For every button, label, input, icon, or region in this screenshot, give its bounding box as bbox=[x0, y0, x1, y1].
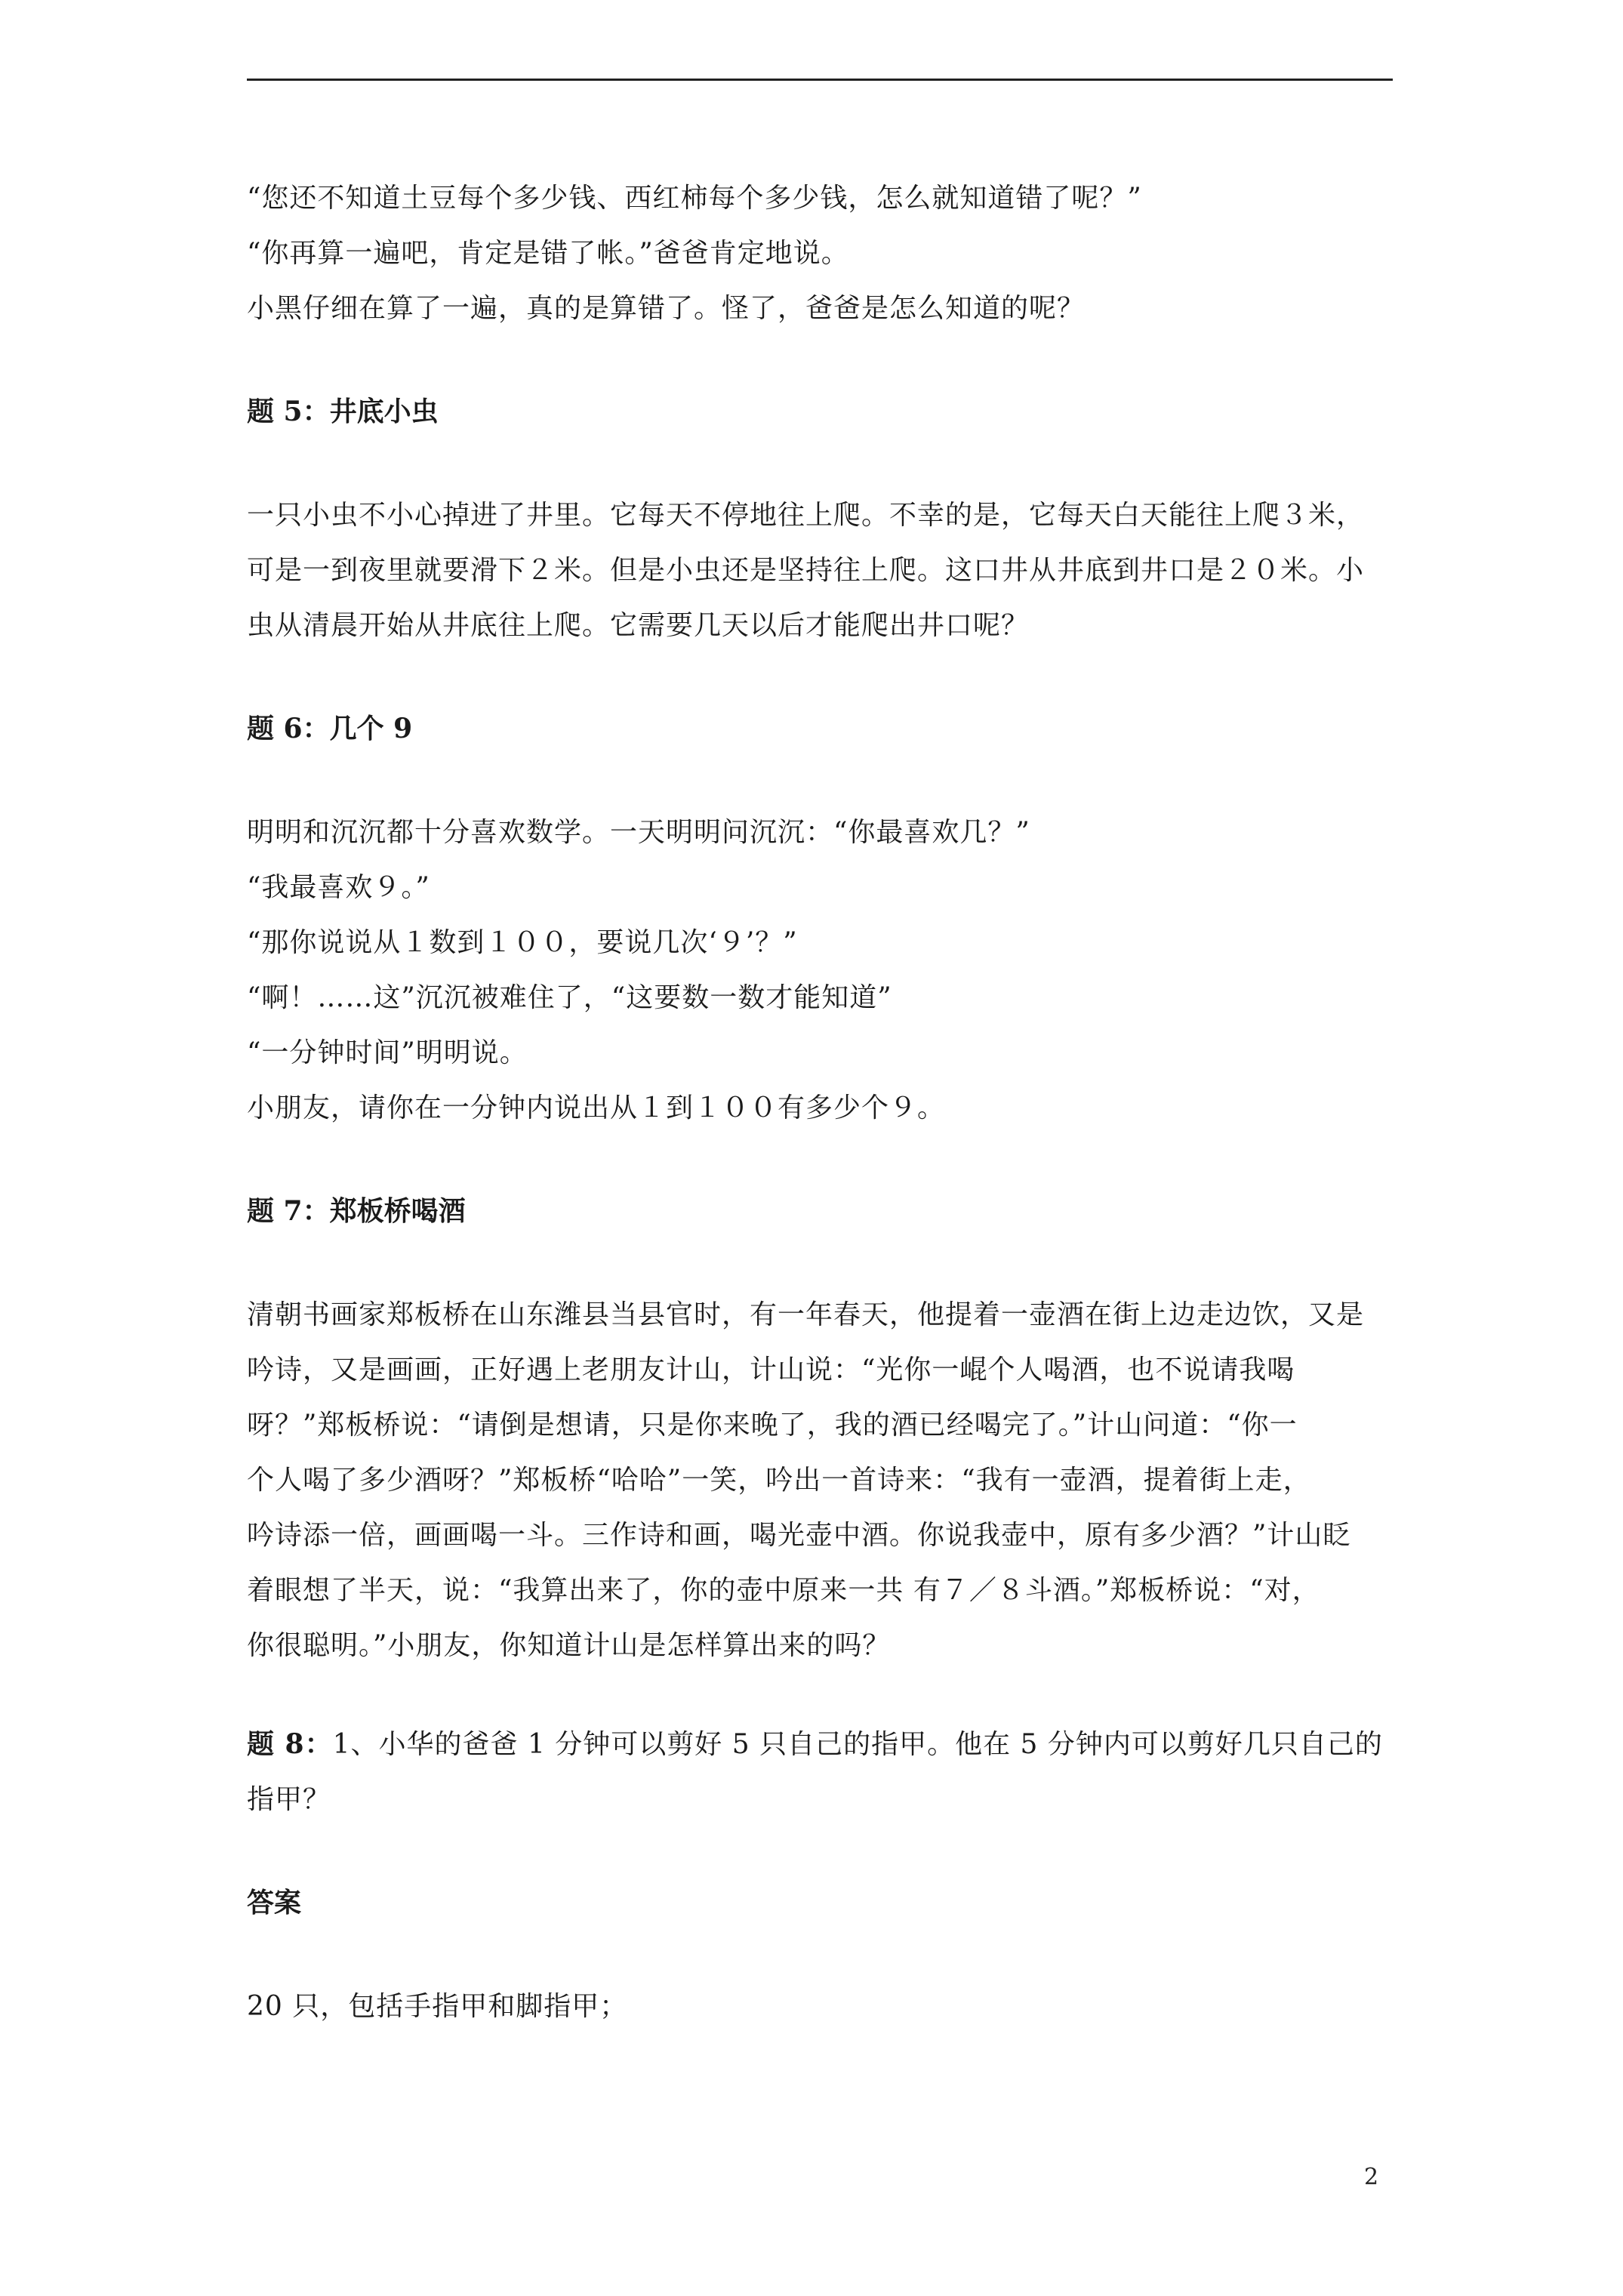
question-8-line: 1、小华的爸爸 1 分钟可以剪好 5 只自己的指甲。他在 5 分钟内可以剪好几只自己的 bbox=[332, 1729, 1383, 1760]
answer-text: 20 只，包括手指甲和脚指甲； bbox=[247, 1991, 628, 2022]
header-rule bbox=[247, 79, 1393, 81]
question-6-text: “一分钟时间”明明说。 bbox=[247, 1037, 528, 1068]
question-8-text bbox=[247, 1717, 1394, 1772]
intro-line: 小黑仔细在算了一遍，真的是算错了。怪了，爸爸是怎么知道的呢？ bbox=[247, 293, 1086, 324]
question-7-text: 清朝书画家郑板桥在山东潍县当县官时，有一年春天，他提着一壶酒在街上边走边饮，又是 bbox=[247, 1299, 1365, 1330]
question-7-text: 呀？”郑板桥说：“请倒是想请，只是你来晚了，我的酒已经喝完了。”计山问道：“你一 bbox=[247, 1410, 1298, 1441]
page-number: 2 bbox=[1364, 2164, 1379, 2190]
question-6-text: 明明和沉沉都十分喜欢数学。一天明明问沉沉：“你最喜欢几？” bbox=[247, 817, 1030, 848]
question-7-text: 个人喝了多少酒呀？”郑板桥“哈哈”一笑，吟出一首诗来：“我有一壶酒，提着街上走， bbox=[247, 1465, 1311, 1496]
question-5-title: 题 5：井底小虫 bbox=[247, 396, 439, 427]
question-5-text: 一只小虫不小心掉进了井里。它每天不停地往上爬。不幸的是，它每天白天能往上爬３米， bbox=[247, 500, 1365, 531]
answer-title: 答案 bbox=[247, 1887, 302, 1918]
question-7-text: 吟诗添一倍，画画喝一斗。三作诗和画，喝光壶中酒。你说我壶中，原有多少酒？”计山眨 bbox=[247, 1520, 1351, 1551]
question-8-text: 指甲？ bbox=[247, 1784, 331, 1815]
question-6-text: “我最喜欢９。” bbox=[247, 872, 430, 903]
question-6-text: 小朋友，请你在一分钟内说出从１到１００有多少个９。 bbox=[247, 1093, 946, 1123]
question-6-title: 题 6：几个 9 bbox=[247, 713, 413, 744]
question-6-text: “啊！……这”沉沉被难住了，“这要数一数才能知道” bbox=[247, 982, 892, 1013]
question-8-label: 题 8： bbox=[247, 1728, 333, 1760]
question-7-title: 题 7：郑板桥喝酒 bbox=[247, 1195, 466, 1227]
question-7-text: 吟诗，又是画画，正好遇上老朋友计山，计山说：“光你一崐个人喝酒，也不说请我喝 bbox=[247, 1354, 1295, 1385]
intro-line: “你再算一遍吧，肯定是错了帐。”爸爸肯定地说。 bbox=[247, 238, 849, 269]
question-5-text: 虫从清晨开始从井底往上爬。它需要几天以后才能爬出井口呢？ bbox=[247, 610, 1030, 641]
question-7-text: 你很聪明。”小朋友，你知道计山是怎样算出来的吗？ bbox=[247, 1630, 891, 1661]
question-7-text: 着眼想了半天，说：“我算出来了，你的壶中原来一共 有７／８斗酒。”郑板桥说：“对， bbox=[247, 1575, 1320, 1606]
question-6-text: “那你说说从１数到１００，要说几次‘９’？” bbox=[247, 927, 798, 958]
question-5-text: 可是一到夜里就要滑下２米。但是小虫还是坚持往上爬。这口井从井底到井口是２０米。小 bbox=[247, 555, 1365, 586]
document-body bbox=[247, 171, 1394, 2034]
intro-line: “您还不知道土豆每个多少钱、西红柿每个多少钱，怎么就知道错了呢？” bbox=[247, 183, 1142, 214]
